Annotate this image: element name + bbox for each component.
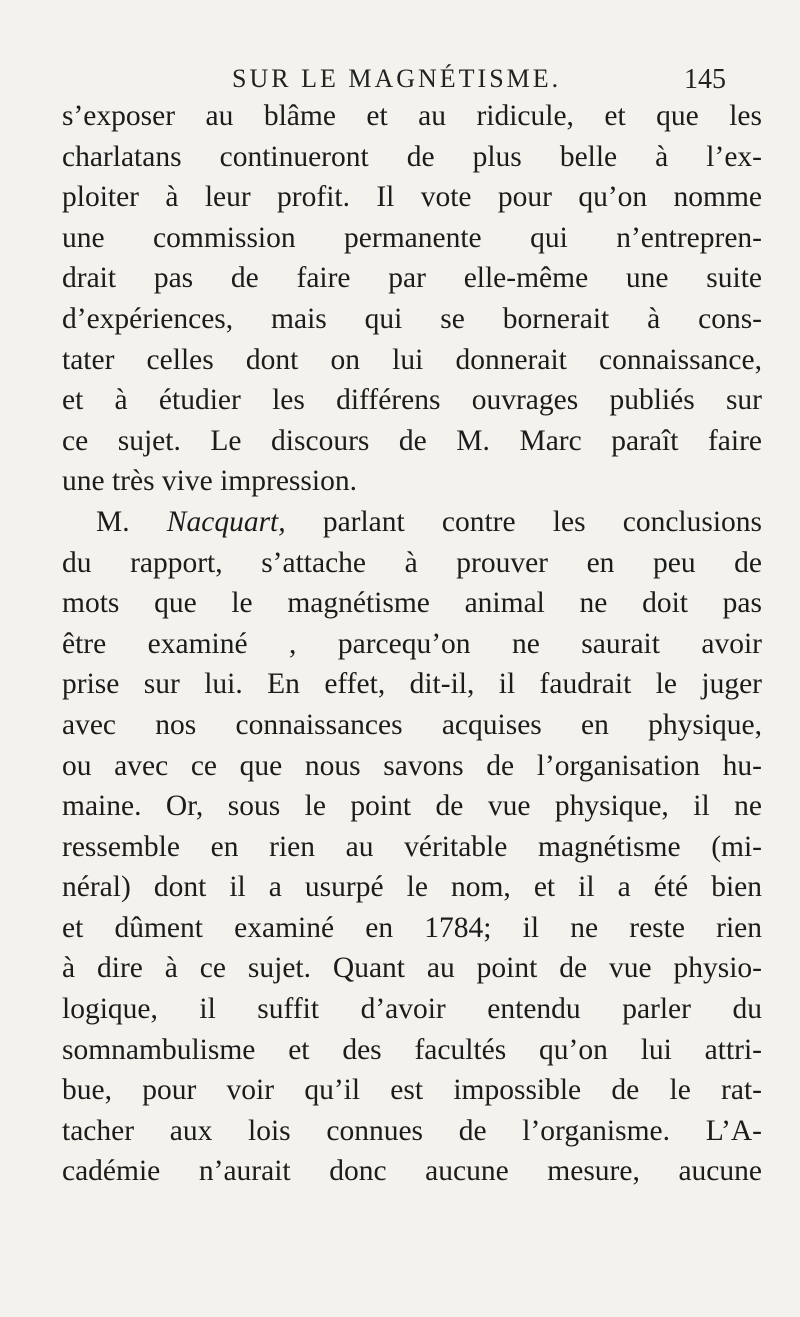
text-line: ce sujet. Le discours de M. Marc paraît faire bbox=[62, 424, 762, 457]
text-line: d’expériences, mais qui se bornerait à cons- bbox=[62, 302, 762, 335]
text-line: avec nos connaissances acquises en physique, bbox=[62, 708, 762, 741]
text-line: une commission permanente qui n’entrepren- bbox=[62, 221, 762, 254]
text-line: ploiter à leur profit. Il vote pour qu’on nomme bbox=[62, 181, 762, 214]
text-line: ou avec ce que nous savons de l’organisation hu- bbox=[62, 749, 762, 782]
text-line: tacher aux lois connues de l’organisme. L’A- bbox=[62, 1114, 762, 1147]
text-line: bue, pour voir qu’il est impossible de le rat- bbox=[62, 1074, 762, 1107]
text-line: à dire à ce sujet. Quant au point de vue physio- bbox=[62, 952, 762, 985]
text-line: et à étudier les différens ouvrages publiés sur bbox=[62, 384, 762, 417]
text-line: somnambulisme et des facultés qu’on lui attri- bbox=[62, 1033, 762, 1066]
page-number: 145 bbox=[684, 64, 726, 95]
text-line: être examiné , parcequ’on ne saurait avoir bbox=[62, 627, 762, 660]
text-line: et dûment examiné en 1784; il ne reste rien bbox=[62, 911, 762, 944]
text-line: mots que le magnétisme animal ne doit pas bbox=[62, 587, 762, 620]
text-line: du rapport, s’attache à prouver en peu de bbox=[62, 546, 762, 579]
text-line: tater celles dont on lui donnerait connaissance, bbox=[62, 343, 762, 376]
text-line-speaker bbox=[62, 502, 762, 543]
speaker-name: Nacquart, bbox=[166, 505, 286, 538]
text-line: cadémie n’aurait donc aucune mesure, aucune bbox=[62, 1155, 762, 1188]
running-title: SUR LE MAGNÉTISME. bbox=[232, 64, 562, 93]
text-line: maine. Or, sous le point de vue physique, il ne bbox=[62, 790, 762, 823]
text-line: une très vive impression. bbox=[62, 465, 357, 498]
speaker-line-rest: parlant contre les conclusions bbox=[322, 505, 762, 538]
text-line: s’exposer au blâme et au ridicule, et que les bbox=[62, 100, 762, 132]
running-head bbox=[0, 64, 800, 98]
text-line: charlatans continueront de plus belle à l’ex- bbox=[62, 140, 762, 173]
text-line: logique, il suffit d’avoir entendu parler du bbox=[62, 993, 762, 1026]
body-text bbox=[62, 96, 762, 1192]
text-line: néral) dont il a usurpé le nom, et il a été bien bbox=[62, 871, 762, 904]
text-line: ressemble en rien au véritable magnétisme (mi- bbox=[62, 830, 762, 863]
text-line: prise sur lui. En effet, dit-il, il faudrait le juger bbox=[62, 668, 762, 701]
text-line: drait pas de faire par elle-même une suite bbox=[62, 262, 762, 295]
speaker-prefix: M. bbox=[96, 505, 130, 538]
